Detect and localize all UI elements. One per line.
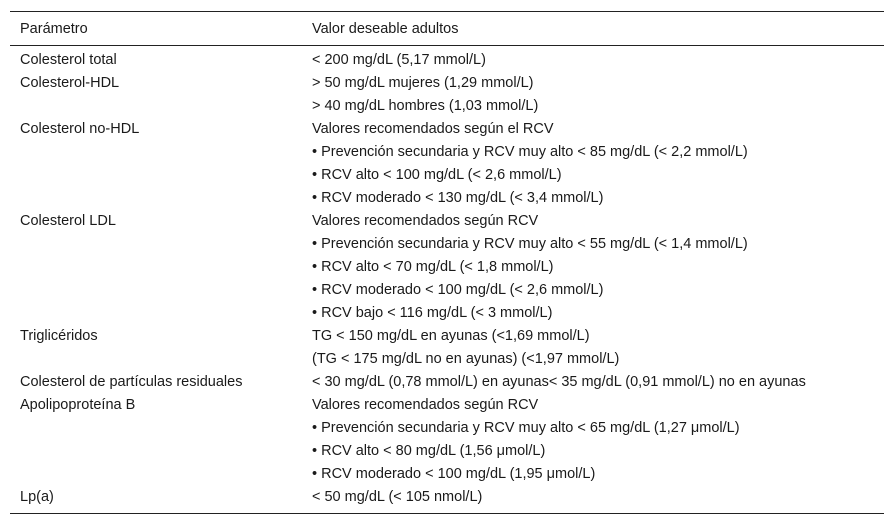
row-param: Colesterol de partículas residuales <box>20 374 243 390</box>
row-value-line: • Prevención secundaria y RCV muy alto < 55 mg/dL (< 1,4 mmol/L) <box>312 236 748 252</box>
row-param: Apolipoproteína B <box>20 397 136 413</box>
row-value-line: • RCV moderado < 100 mg/dL (1,95 μmol/L) <box>312 466 596 482</box>
row-value-line: < 200 mg/dL (5,17 mmol/L) <box>312 52 486 68</box>
table-row <box>10 49 884 72</box>
row-value-line: • RCV moderado < 130 mg/dL (< 3,4 mmol/L) <box>312 190 604 206</box>
row-value-line: • Prevención secundaria y RCV muy alto < 85 mg/dL (< 2,2 mmol/L) <box>312 144 748 160</box>
row-values <box>300 49 884 72</box>
row-values <box>300 72 884 118</box>
row-values <box>300 118 884 210</box>
row-values <box>300 371 884 394</box>
row-value-line: < 50 mg/dL (< 105 nmol/L) <box>312 489 483 505</box>
row-value-line: • RCV alto < 100 mg/dL (< 2,6 mmol/L) <box>312 167 562 183</box>
row-value-line: (TG < 175 mg/dL no en ayunas) (<1,97 mmol/L) <box>312 351 620 367</box>
row-param: Triglicéridos <box>20 328 98 344</box>
table-row <box>10 72 884 118</box>
table-body <box>10 46 884 513</box>
lipid-targets-table <box>10 11 884 514</box>
row-value-line: > 50 mg/dL mujeres (1,29 mmol/L) <box>312 75 534 91</box>
row-values <box>300 210 884 325</box>
row-values <box>300 486 884 509</box>
header-param: Parámetro <box>20 20 88 37</box>
table-row <box>10 394 884 486</box>
row-value-line: TG < 150 mg/dL en ayunas (<1,69 mmol/L) <box>312 328 590 344</box>
row-value-line: Valores recomendados según RCV <box>312 213 539 229</box>
row-values <box>300 394 884 486</box>
row-param: Colesterol-HDL <box>20 75 120 91</box>
header-value: Valor deseable adultos <box>312 20 459 37</box>
row-value-line: Valores recomendados según RCV <box>312 397 539 413</box>
table-bottom-rule <box>10 513 884 514</box>
row-value-line: • RCV alto < 80 mg/dL (1,56 μmol/L) <box>312 443 546 459</box>
row-values <box>300 325 884 371</box>
row-value-line: Valores recomendados según el RCV <box>312 121 554 137</box>
row-value-line: < 30 mg/dL (0,78 mmol/L) en ayunas< 35 mg/dL (0,91 mmol/L) no en ayunas <box>312 374 806 390</box>
table-header <box>10 12 884 45</box>
row-value-line: • RCV bajo < 116 mg/dL (< 3 mmol/L) <box>312 305 553 321</box>
row-param: Lp(a) <box>20 489 54 505</box>
row-param: Colesterol no-HDL <box>20 121 140 137</box>
table-row <box>10 325 884 371</box>
row-value-line: > 40 mg/dL hombres (1,03 mmol/L) <box>312 98 539 114</box>
row-value-line: • RCV alto < 70 mg/dL (< 1,8 mmol/L) <box>312 259 554 275</box>
row-param: Colesterol total <box>20 52 117 68</box>
table-row <box>10 371 884 394</box>
table-row <box>10 118 884 210</box>
row-param: Colesterol LDL <box>20 213 116 229</box>
table-row <box>10 210 884 325</box>
row-value-line: • RCV moderado < 100 mg/dL (< 2,6 mmol/L) <box>312 282 604 298</box>
table-row <box>10 486 884 509</box>
row-value-line: • Prevención secundaria y RCV muy alto < 65 mg/dL (1,27 μmol/L) <box>312 420 740 436</box>
